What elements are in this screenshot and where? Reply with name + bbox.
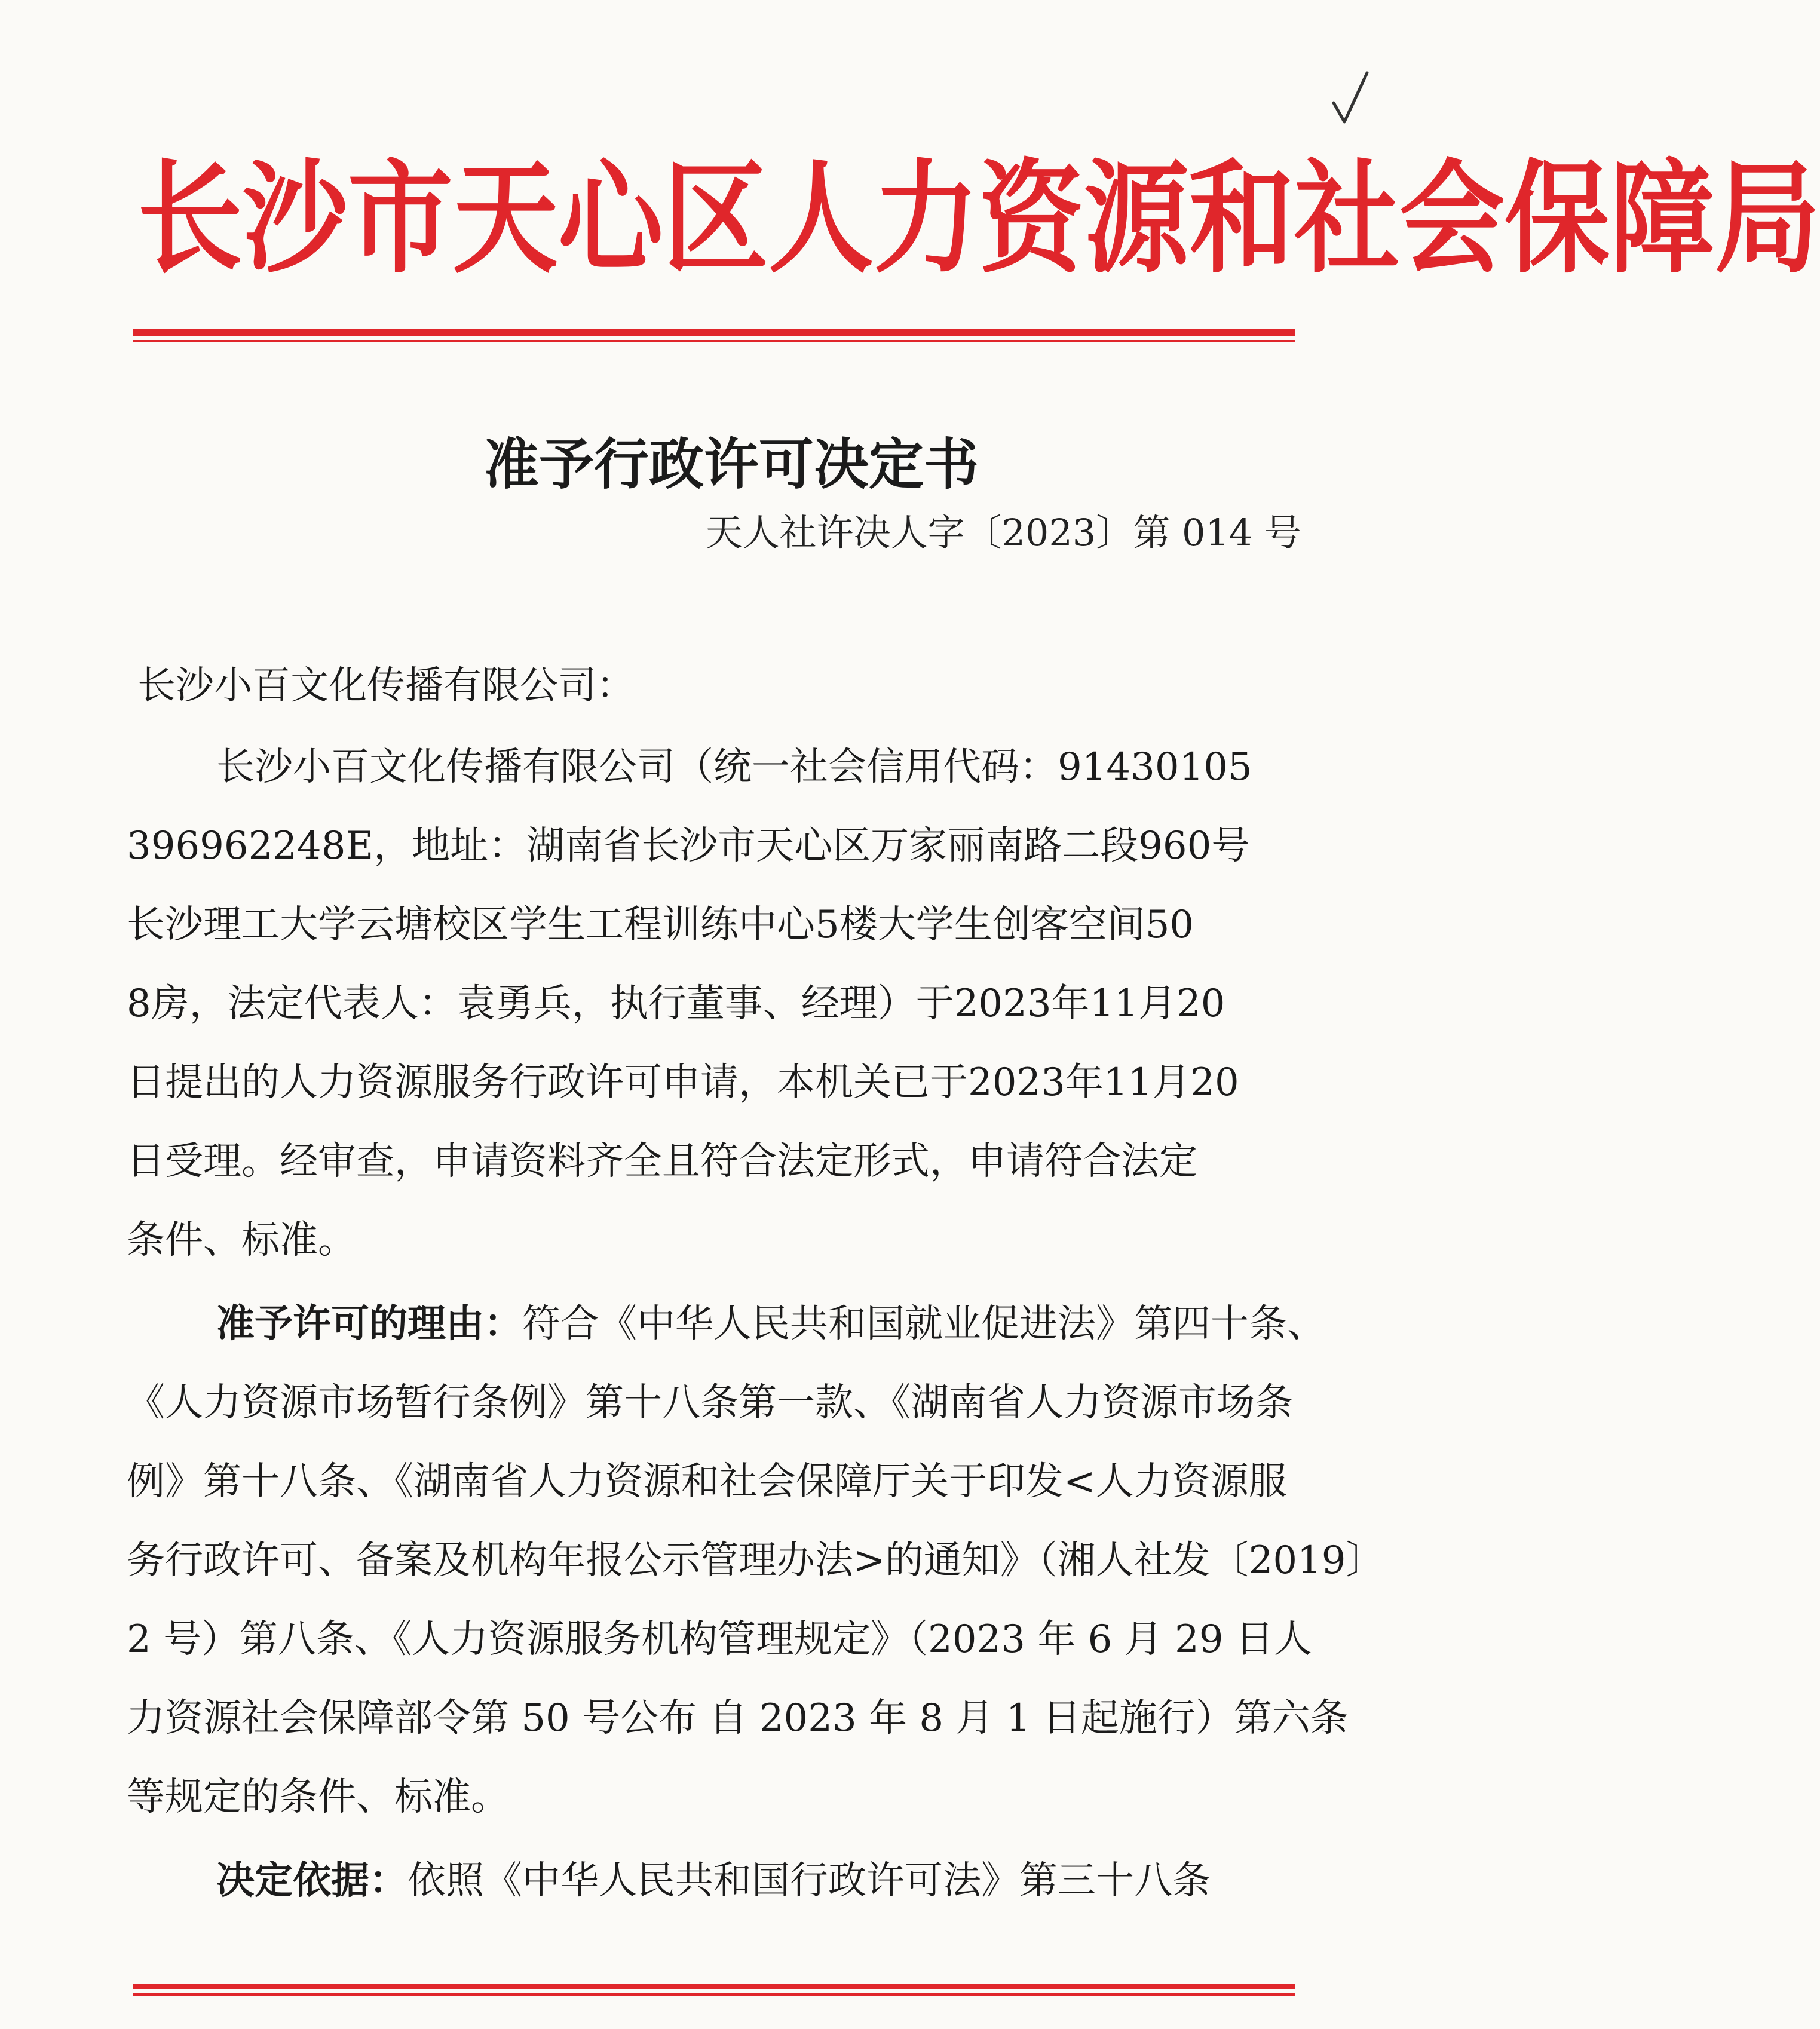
document-body	[127, 728, 1384, 1925]
reasons-heading: 准予许可的理由：	[216, 1301, 522, 1346]
body-line: 力资源社会保障部令第 50 号公布 自 2023 年 8 月 1 日起施行）第六条	[127, 1696, 1349, 1740]
header-rule-thick	[133, 329, 1295, 336]
footer-rule-thick	[133, 1984, 1295, 1989]
body-line: 例》第十八条、《湖南省人力资源和社会保障厅关于印发<人力资源服	[127, 1460, 1287, 1504]
paragraph-basis	[127, 1841, 1346, 1920]
body-line	[127, 1285, 1346, 1363]
agency-name: 长沙市天心区人力资源和社会保障局	[137, 148, 1820, 290]
body-line: 条件、标准。	[127, 1218, 356, 1262]
body-line: 2 号）第八条、《人力资源服务机构管理规定》（2023 年 6 月 29 日人	[127, 1617, 1312, 1662]
body-line	[127, 1841, 1346, 1920]
body-line: 日受理。经审查，申请资料齐全且符合法定形式，申请符合法定	[127, 1139, 1197, 1184]
body-text: 符合《中华人民共和国就业促进法》第四十条、	[522, 1302, 1325, 1346]
document-title: 准予行政许可决定书	[483, 432, 979, 496]
header-rule-thin	[133, 340, 1295, 342]
salutation: 长沙小百文化传播有限公司：	[137, 664, 635, 708]
document-number: 天人社许决人字〔2023〕第 014 号	[705, 511, 1301, 554]
body-line: 《人力资源市场暂行条例》第十八条第一款、《湖南省人力资源市场条	[127, 1381, 1293, 1425]
paragraph-reasons	[127, 1285, 1384, 1837]
body-line: 长沙理工大学云塘校区学生工程训练中心5楼大学生创客空间50	[127, 903, 1194, 947]
body-line: 日提出的人力资源服务行政许可申请，本机关已于2023年11月20	[127, 1061, 1239, 1105]
paragraph-application	[127, 728, 1346, 1280]
body-line: 8房，法定代表人：袁勇兵，执行董事、经理）于2023年11月20	[127, 982, 1225, 1026]
body-text: 依照《中华人民共和国行政许可法》第三十八条	[407, 1859, 1211, 1903]
basis-heading: 决定依据：	[216, 1858, 407, 1903]
body-line: 396962248E，地址：湖南省长沙市天心区万家丽南路二段960号	[127, 824, 1250, 868]
body-line: 务行政许可、备案及机构年报公示管理办法>的通知》（湘人社发〔2019〕	[127, 1538, 1384, 1583]
footer-rule-thin	[133, 1993, 1295, 1996]
body-line: 长沙小百文化传播有限公司（统一社会信用代码：91430105	[216, 745, 1252, 789]
checkmark-icon	[1331, 71, 1369, 124]
body-line: 等规定的条件、标准。	[127, 1775, 509, 1819]
